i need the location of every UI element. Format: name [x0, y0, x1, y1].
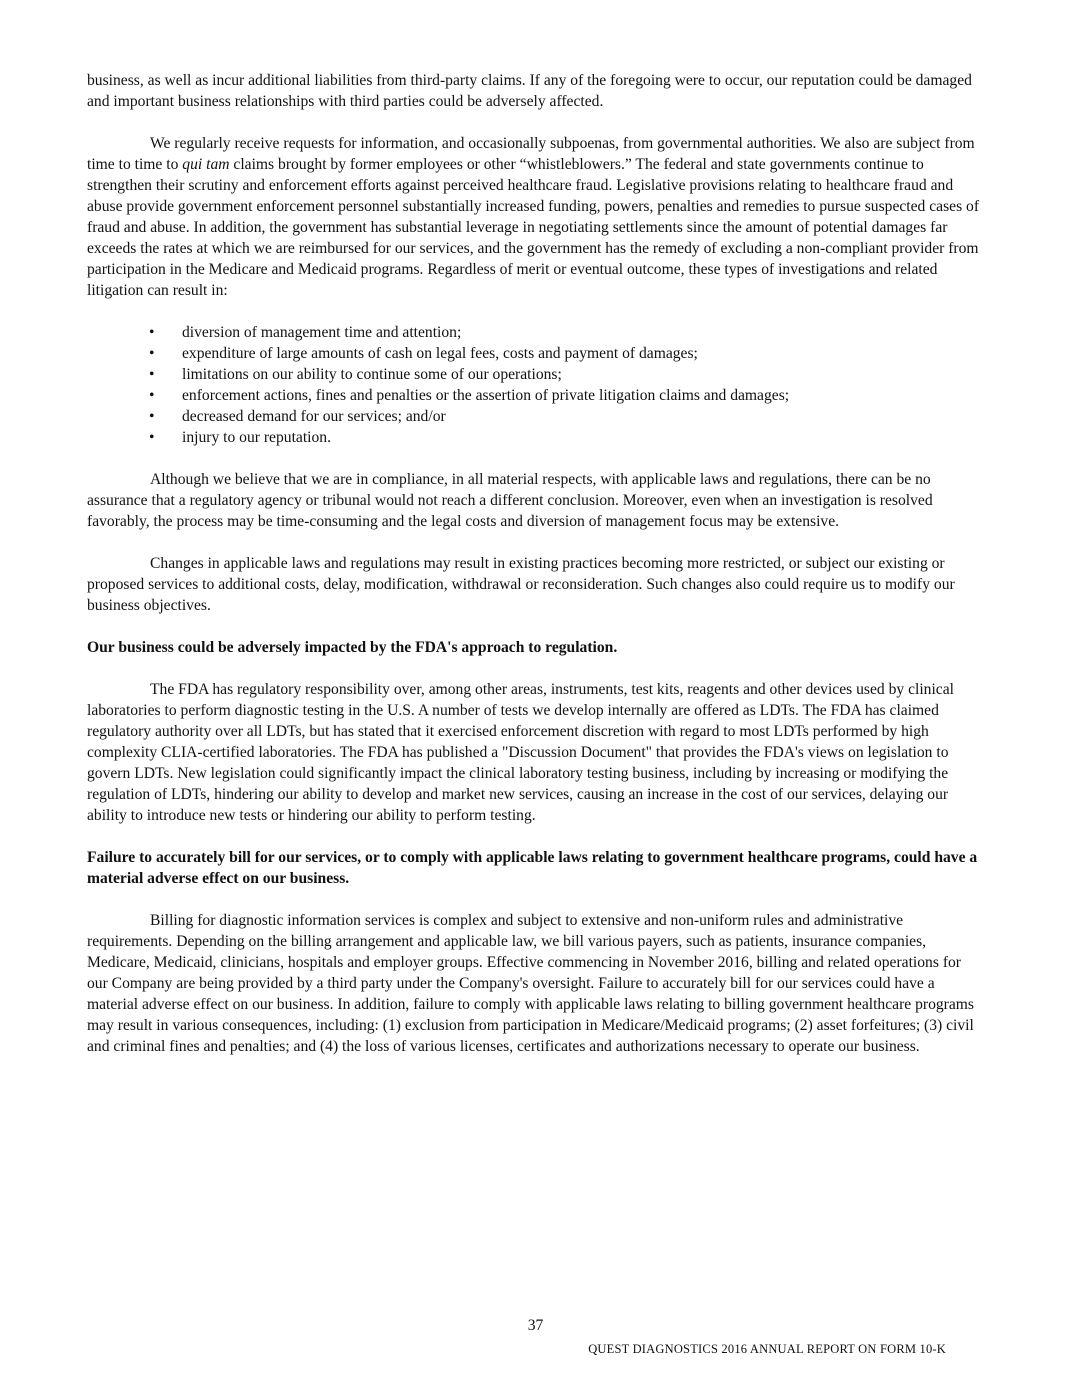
report-footer: QUEST DIAGNOSTICS 2016 ANNUAL REPORT ON FORM 10-K [588, 1342, 946, 1356]
section-heading-fda: Our business could be adversely impacted by the FDA's approach to regulation. [87, 639, 618, 656]
bullet-marker: • [149, 324, 155, 341]
paragraph-text-part: We regularly receive requests for information, and occasionally subpoenas, from governmental authorities. We also are subject from time to time to [87, 135, 975, 173]
paragraph-fda-regulation: The FDA has regulatory responsibility over, among other areas, instruments, test kits, reagents and other devices used by clinical laboratories to perform diagnostic testing in the U.S. A number of tests we develop internally are offered as LDTs. The FDA has claimed regulatory authority over all LDTs, but has stated that it exercised enforcement discretion with regard to most LDTs performed by high complexity CLIA-certified laboratories. The FDA has published a "Discussion Document" that provides the FDA's views on legislation to govern LDTs. New legislation could significantly impact the clinical laboratory testing business, including by increasing or modifying the regulation of LDTs, hindering our ability to develop and market new services, causing an increase in the cost of our services, delaying our ability to introduce new tests or hindering our ability to perform testing. [87, 681, 954, 824]
list-item-text: expenditure of large amounts of cash on legal fees, costs and payment of damages; [182, 345, 698, 362]
paragraph-text-part: claims brought by former employees or other “whistleblowers.” The federal and state governments continue to strengthen their scrutiny and enforcement efforts against perceived healthcare fraud. Legislative provisions relating to healthcare fraud and abuse provide government enforcement personnel substantially increased funding, powers, penalties and remedies to pursue suspected cases of fraud and abuse. In addition, the government has substantial leverage in negotiating settlements since the amount of potential damages far exceeds the rates at which we are reimbursed for our services, and the government has the remedy of excluding a non-compliant provider from participation in the Medicare and Medicaid programs. Regardless of merit or eventual outcome, these types of investigations and related litigation can result in: [87, 156, 980, 299]
italic-term: qui tam [182, 156, 230, 173]
list-item [87, 427, 983, 448]
list-item-text: limitations on our ability to continue some of our operations; [182, 366, 562, 383]
bullet-marker: • [149, 408, 155, 425]
list-item-text: decreased demand for our services; and/or [182, 408, 446, 425]
list-item-text: injury to our reputation. [182, 429, 331, 446]
list-item [87, 385, 983, 406]
paragraph-government-investigations [87, 133, 983, 301]
bullet-marker: • [149, 345, 155, 362]
paragraph-billing: Billing for diagnostic information services is complex and subject to extensive and non-uniform rules and administrative requirements. Depending on the billing arrangement and applicable law, we bill various payers, such as patients, insurance companies, Medicare, Medicaid, clinicians, hospitals and employer groups. Effective commencing in November 2016, billing and related operations for our Company are being provided by a third party under the Company's oversight. Failure to accurately bill for our services could have a material adverse effect on our business. In addition, failure to comply with applicable laws relating to billing government healthcare programs may result in various consequences, including: (1) exclusion from participation in Medicare/Medicaid programs; (2) asset forfeitures; (3) civil and criminal fines and penalties; and (4) the loss of various licenses, certificates and authorizations necessary to operate our business. [87, 912, 974, 1055]
paragraph-third-party-claims: business, as well as incur additional liabilities from third-party claims. If any of the foregoing were to occur, our reputation could be damaged and important business relationships with third parties could be adversely affected. [87, 72, 972, 110]
list-item-text: enforcement actions, fines and penalties or the assertion of private litigation claims and damages; [182, 387, 790, 404]
bullet-marker: • [149, 429, 155, 446]
consequences-list [87, 322, 983, 448]
list-item [87, 364, 983, 385]
document-body [87, 70, 983, 1057]
paragraph-law-changes: Changes in applicable laws and regulations may result in existing practices becoming more restricted, or subject our existing or proposed services to additional costs, delay, modification, withdrawal or reconsideration. Such changes also could require us to modify our business objectives. [87, 555, 955, 614]
section-heading-billing: Failure to accurately bill for our services, or to comply with applicable laws relating to government healthcare programs, could have a material adverse effect on our business. [87, 849, 978, 887]
list-item-text: diversion of management time and attention; [182, 324, 462, 341]
page-number: 37 [527, 1317, 544, 1334]
list-item [87, 322, 983, 343]
paragraph-compliance: Although we believe that we are in compliance, in all material respects, with applicable laws and regulations, there can be no assurance that a regulatory agency or tribunal would not reach a different conclusion. Moreover, even when an investigation is resolved favorably, the process may be time-consuming and the legal costs and diversion of management focus may be extensive. [87, 471, 933, 530]
bullet-marker: • [149, 366, 155, 383]
list-item [87, 406, 983, 427]
list-item [87, 343, 983, 364]
bullet-marker: • [149, 387, 155, 404]
